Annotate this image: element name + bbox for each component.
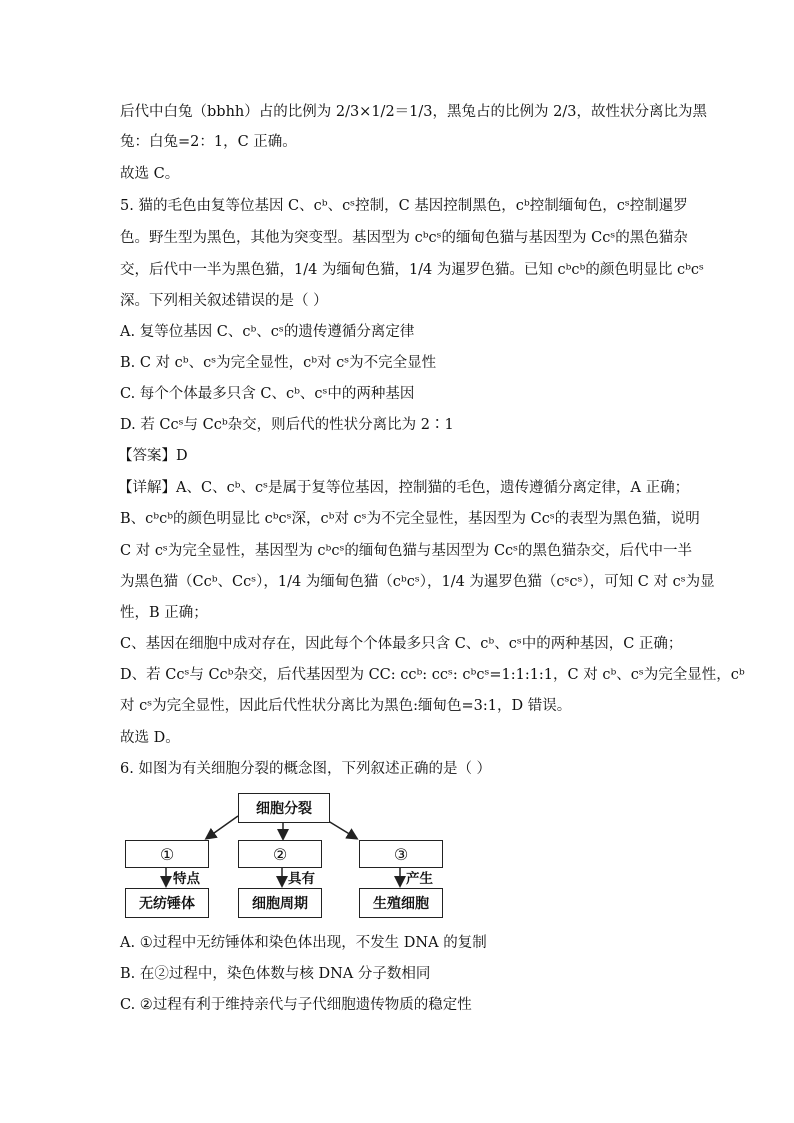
text-line: 故选 C。 [120, 166, 180, 182]
explanation-line: C、基因在细胞中成对存在，因此每个个体最多只含 C、cᵇ、cˢ中的两种基因，C 正确； [120, 636, 683, 652]
diagram-leaf-node: 细胞周期 [238, 888, 322, 918]
option-b: B. C 对 cᵇ、cˢ为完全显性，cᵇ对 cˢ为不完全显性 [120, 355, 437, 371]
diagram-leaf-node: 生殖细胞 [359, 888, 443, 918]
option-a: A. 复等位基因 C、cᵇ、cˢ的遗传遵循分离定律 [120, 324, 415, 340]
text-line: 故选 D。 [120, 730, 180, 746]
diagram-node-3: ③ [359, 840, 443, 868]
diagram-leaf-node: 无纺锤体 [125, 888, 209, 918]
option-c: C. ②过程有利于维持亲代与子代细胞遗传物质的稳定性 [120, 997, 472, 1013]
option-a: A. ①过程中无纺锤体和染色体出现，不发生 DNA 的复制 [120, 935, 487, 951]
explanation-line: 【详解】A、C、cᵇ、cˢ是属于复等位基因，控制猫的毛色，遗传遵循分离定律，A 正确； [118, 480, 690, 496]
explanation-line: B、cᵇcᵇ的颜色明显比 cᵇcˢ深，cᵇ对 cˢ为不完全显性，基因型为 Ccˢ的表型为黑色猫，说明 [120, 511, 700, 527]
diagram-root-node: 细胞分裂 [238, 793, 330, 823]
diagram-edge-label: 特点 [173, 871, 200, 887]
text-line: 后代中白兔（bbhh）占的比例为 2/3×1/2＝1/3，黑兔占的比例为 2/3，故性状分离比为黑 [120, 104, 707, 120]
explanation-line: C 对 cˢ为完全显性，基因型为 cᵇcˢ的缅甸色猫与基因型为 Ccˢ的黑色猫杂交，后代中一半 [120, 543, 693, 559]
question-5-stem: 5. 猫的毛色由复等位基因 C、cᵇ、cˢ控制，C 基因控制黑色，cᵇ控制缅甸色，cˢ控制暹罗 [120, 198, 688, 214]
option-b: B. 在②过程中，染色体数与核 DNA 分子数相同 [120, 966, 431, 982]
answer: 【答案】D [118, 448, 188, 464]
diagram-node-1: ① [125, 840, 209, 868]
diagram-node-2: ② [238, 840, 322, 868]
explanation-line: 性，B 正确； [120, 605, 208, 621]
option-d: D. 若 Ccˢ与 Ccᵇ杂交，则后代的性状分离比为 2∶1 [120, 417, 454, 433]
option-c: C. 每个个体最多只含 C、cᵇ、cˢ中的两种基因 [120, 386, 415, 402]
text-line: 深。下列相关叙述错误的是（ ） [120, 293, 328, 309]
explanation-line: D、若 Ccˢ与 Ccᵇ杂交，后代基因型为 CC: ccᵇ: ccˢ: cᵇcˢ=1:1:1:1，C 对 cᵇ、cˢ为完全显性，cᵇ [120, 667, 745, 683]
explanation-line: 对 cˢ为完全显性，因此后代性状分离比为黑色:缅甸色=3:1，D 错误。 [120, 698, 572, 714]
explanation-line: 为黑色猫（Ccᵇ、Ccˢ），1/4 为缅甸色猫（cᵇcˢ），1/4 为暹罗色猫（cˢcˢ），可知 C 对 cˢ为显 [120, 574, 715, 590]
diagram-edge-label: 具有 [288, 871, 315, 887]
diagram-edge-label: 产生 [406, 871, 433, 887]
question-6-stem: 6. 如图为有关细胞分裂的概念图，下列叙述正确的是（ ） [120, 761, 492, 777]
text-line: 交，后代中一半为黑色猫，1/4 为缅甸色猫，1/4 为暹罗色猫。已知 cᵇcᵇ的颜色明显比 cᵇcˢ [120, 262, 704, 278]
text-line: 兔：白兔=2：1，C 正确。 [120, 134, 297, 150]
text-line: 色。野生型为黑色，其他为突变型。基因型为 cᵇcˢ的缅甸色猫与基因型为 Ccˢ的黑色猫杂 [120, 230, 688, 246]
